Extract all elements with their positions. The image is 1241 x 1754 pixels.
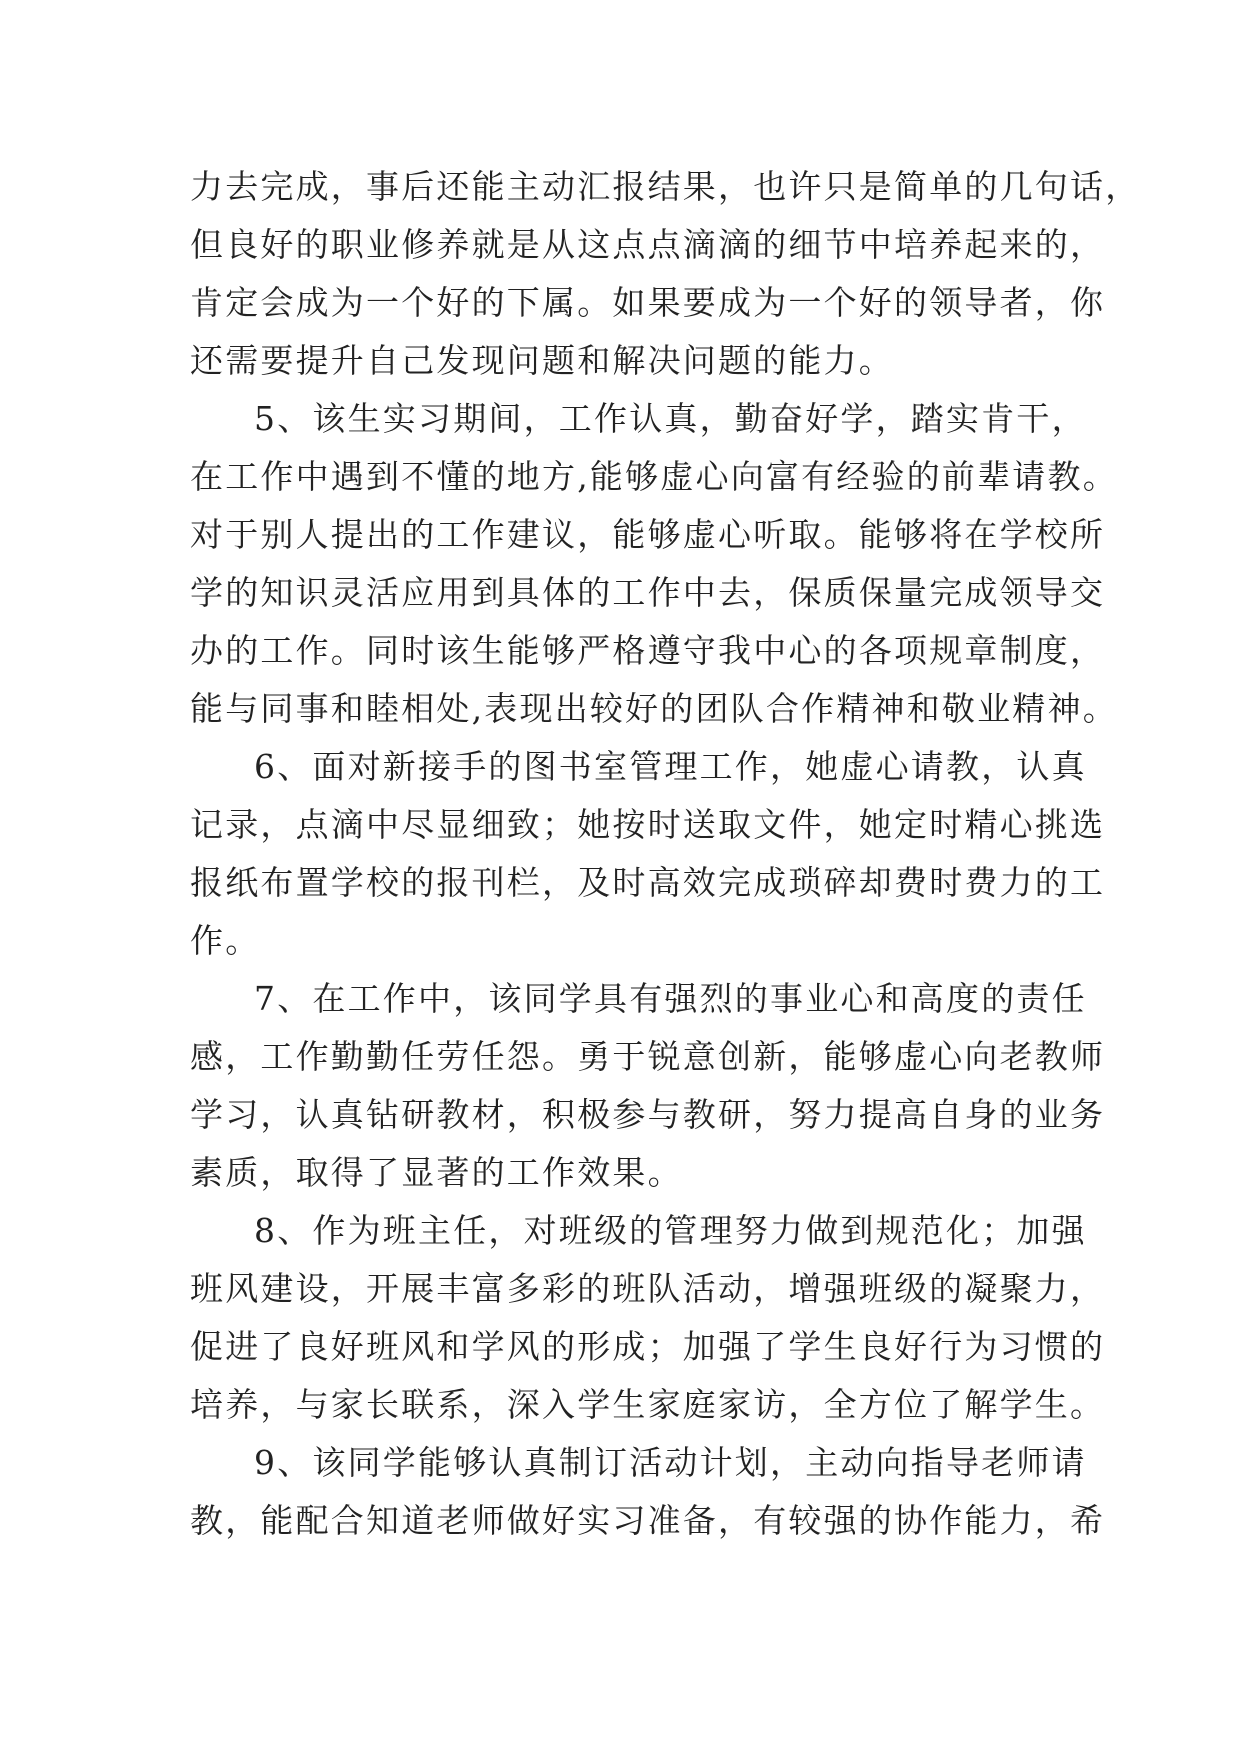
paragraph-8-line-3: 促进了良好班风和学风的形成；加强了学生良好行为习惯的: [190, 1327, 1106, 1366]
paragraph-9-line-2: 教，能配合知道老师做好实习准备，有较强的协作能力，希: [190, 1501, 1106, 1540]
paragraph-6-line-4: 作。: [190, 921, 261, 960]
paragraph-5-line-5: 办的工作。同时该生能够严格遵守我中心的各项规章制度，: [190, 631, 1106, 670]
text-line-3: 肯定会成为一个好的下属。如果要成为一个好的领导者，你: [190, 283, 1106, 322]
paragraph-5-line-2: 在工作中遇到不懂的地方,能够虚心向富有经验的前辈请教。: [190, 457, 1118, 496]
paragraph-7-line-2: 感，工作勤勤任劳任怨。勇于锐意创新，能够虚心向老教师: [190, 1037, 1106, 1076]
paragraph-5-line-4: 学的知识灵活应用到具体的工作中去，保质保量完成领导交: [190, 573, 1106, 612]
paragraph-5-line-6: 能与同事和睦相处,表现出较好的团队合作精神和敬业精神。: [190, 689, 1118, 728]
paragraph-6-line-1: 6、面对新接手的图书室管理工作，她虚心请教，认真: [254, 747, 1087, 786]
paragraph-6-line-2: 记录，点滴中尽显细致；她按时送取文件，她定时精心挑选: [190, 805, 1106, 844]
text-line-1: 力去完成，事后还能主动汇报结果，也许只是简单的几句话，: [190, 167, 1141, 206]
paragraph-6-line-3: 报纸布置学校的报刊栏，及时高效完成琐碎却费时费力的工: [190, 863, 1106, 902]
text-line-2: 但良好的职业修养就是从这点点滴滴的细节中培养起来的，: [190, 225, 1106, 264]
paragraph-8-line-4: 培养，与家长联系，深入学生家庭家访，全方位了解学生。: [190, 1385, 1106, 1424]
document-body: [190, 158, 1141, 1550]
paragraph-7-line-1: 7、在工作中，该同学具有强烈的事业心和高度的责任: [254, 979, 1087, 1018]
paragraph-8-line-1: 8、作为班主任，对班级的管理努力做到规范化；加强: [254, 1211, 1087, 1250]
text-line-4: 还需要提升自己发现问题和解决问题的能力。: [190, 341, 894, 380]
paragraph-8-line-2: 班风建设，开展丰富多彩的班队活动，增强班级的凝聚力，: [190, 1269, 1106, 1308]
paragraph-5-line-3: 对于别人提出的工作建议，能够虚心听取。能够将在学校所: [190, 515, 1106, 554]
paragraph-7-line-4: 素质，取得了显著的工作效果。: [190, 1153, 683, 1192]
paragraph-9-line-1: 9、该同学能够认真制订活动计划，主动向指导老师请: [254, 1443, 1087, 1482]
paragraph-7-line-3: 学习，认真钻研教材，积极参与教研，努力提高自身的业务: [190, 1095, 1106, 1134]
paragraph-5-line-1: 5、该生实习期间，工作认真，勤奋好学，踏实肯干，: [254, 399, 1087, 438]
